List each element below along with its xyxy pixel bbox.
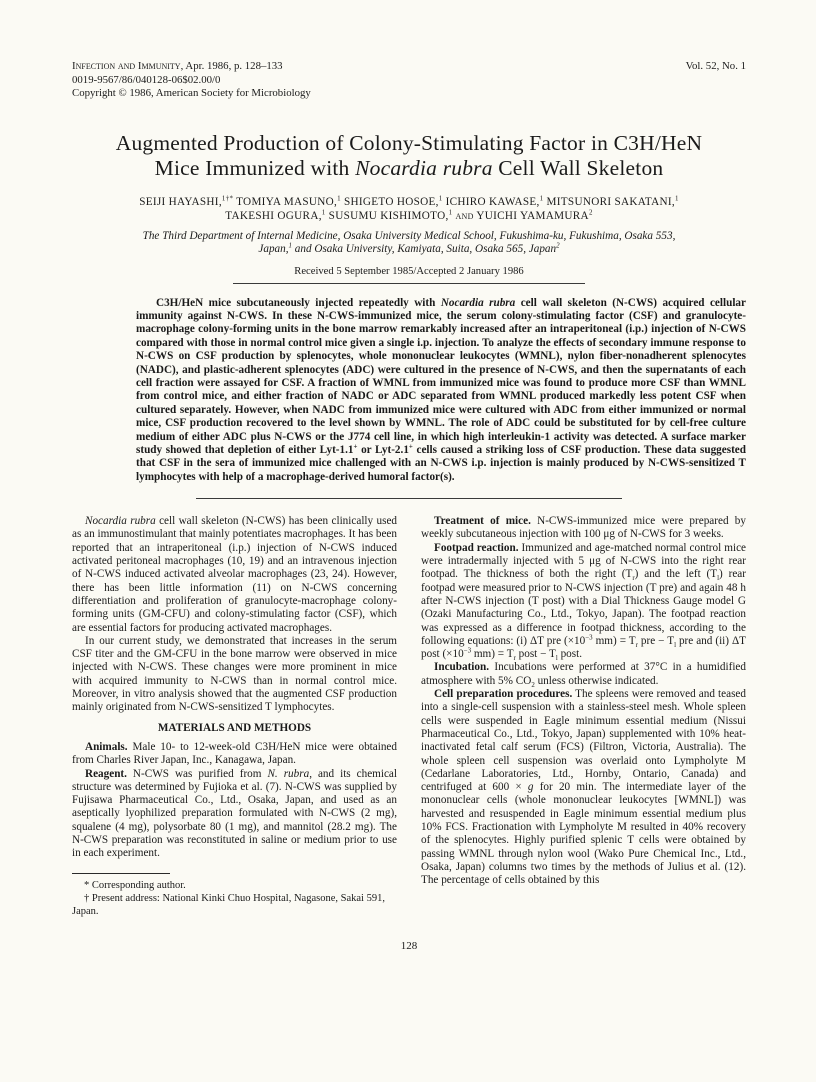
text-segment: 2 <box>556 241 560 250</box>
text-segment: N-CWS was purified from <box>126 767 268 780</box>
text-segment: Reagent. <box>85 767 127 780</box>
body-right-column <box>421 515 746 917</box>
text-segment: The Third Department of Internal Medicine, Osaka University Medical School, Fukushima-ku, Fukushima, Osaka 553, <box>142 229 676 242</box>
text-segment: N. rubra <box>267 767 310 780</box>
text-segment: l <box>674 641 676 650</box>
text-segment: cell wall skeleton (N-CWS) acquired cellular immunity against N-CWS. In these N-CWS-immunized mice, the serum colony-stimulating factor (CSF) and granulocyte-macrophage colony-forming units in the bone marrow remarkably increased after an intraperitoneal (i.p.) injection of N-CWS compared with those in normal control mice given a single i.p. injection. To analyze the effects of secondary immune response to N-CWS on CSF production by splenocytes, whole mononuclear leukocytes (WMNL), nylon fiber-nonadherent splenocytes (NADC), and plastic-adherent splenocytes (ADC) were cultured in the presence of N-CWS, and then the supernatants of each cell fraction were assayed for CSF. A fraction of WMNL from immunized mice was found to produce more CSF than WMNL from control mice, and either fraction of NADC or ADC separated from WMNL produced markedly less potent CSF when cultured separately. However, when NADC from immunized mice were cultured with ADC from either immunized or normal mice, CSF production recovered to the level shown by WMNL. The role of ADC could be substituted for by cell-free culture medium of either ADC plus N-CWS or the J774 cell line, in which high interleukin-1 activity was detected. A surface marker study showed that depletion of either Lyt-1.1 <box>136 296 746 456</box>
text-segment: cell wall skeleton (N-CWS) has been clinically used as an immunostimulant that mainly potentiates macrophages. It has been reported that an intraperitoneal (i.p.) injection of N-CWS induced activated peritoneal macrophages (10, 19) and an intravenous injection of N-CWS induced activated alveolar macrophages (23, 24). However, there has been little information (11) on N-CWS concerning differentiation and proliferation of granulocyte-macrophage colony-forming units (GM-CFU) and colony-stimulating factor (CSF), which are essential factors for producing activated macrophages. <box>72 515 398 634</box>
text-segment: Nocardia rubra <box>440 296 516 309</box>
text-segment: l <box>717 574 720 583</box>
article-title-line-2 <box>72 156 746 181</box>
text-segment: TAKESHI OGURA, <box>225 209 322 222</box>
text-segment: −3 <box>463 646 472 655</box>
text-segment: 1 <box>675 193 679 202</box>
author-line-1 <box>72 195 746 209</box>
abstract <box>136 297 746 485</box>
text-segment: Nocardia rubra <box>355 155 493 180</box>
text-segment: or Lyt-2.1 <box>357 443 409 456</box>
rule-under-abstract <box>196 498 622 499</box>
left-column-text <box>72 515 397 860</box>
text-segment: 1 <box>438 193 443 202</box>
text-segment: Cell Wall Skeleton <box>492 155 664 180</box>
text-segment: * Corresponding author. <box>84 879 186 891</box>
text-segment: 1 <box>448 207 453 216</box>
author-list <box>72 195 746 223</box>
text-segment: r <box>632 574 635 583</box>
masthead-left <box>72 60 311 101</box>
page-number: 128 <box>400 939 418 952</box>
article-title-line-1 <box>72 131 746 156</box>
text-segment: + <box>408 442 413 451</box>
text-segment: 1†* <box>221 193 234 202</box>
body-left-column <box>72 515 397 917</box>
text-segment: , and its chemical structure was determined by Fujioka et al. (7). N-CWS was supplied by Fujisawa Pharmaceutical Co., Ltd., Osaka, Japan, and used as an aseptically lyophilized preparation formulated with N-CWS (2 mg), squalene (4 mg), polysorbate 80 (1 mg), and mannitol (28.2 mg). The N-CWS preparation was reconstituted in saline or medium prior to use in each experiment. <box>72 767 398 860</box>
text-segment: Incubation. <box>434 661 490 674</box>
masthead-volume: Vol. 52, No. 1 <box>685 60 746 72</box>
text-segment: , Apr. 1986, p. 128–133 <box>180 60 283 72</box>
text-segment: Augmented Production of Colony-Stimulating Factor in C3H/HeN <box>115 130 703 155</box>
text-segment: SHIGETO HOSOE, <box>340 195 439 208</box>
text-segment: C3H/HeN mice subcutaneously injected repeatedly with <box>156 296 441 309</box>
masthead-copyright-line: Copyright © 1986, American Society for Microbiology <box>72 87 311 99</box>
footnote-corresponding-author <box>72 879 397 892</box>
text-segment: pre and (ii) ΔT post (×10 <box>421 634 747 661</box>
text-segment: MITSUNORI SAKATANI, <box>543 195 676 208</box>
received-line: Received 5 September 1985/Accepted 2 January 1986 <box>294 265 524 277</box>
text-segment: 1 <box>539 193 544 202</box>
text-segment: Cell preparation procedures. <box>434 688 573 701</box>
author-line-2 <box>72 209 746 223</box>
text-segment: Male 10- to 12-week-old C3H/HeN mice were obtained from Charles River Japan, Inc., Kanagawa, Japan. <box>72 740 397 767</box>
text-segment: 2 <box>531 680 535 689</box>
text-segment: mm) = T <box>471 648 514 661</box>
text-segment: 1 <box>288 241 292 250</box>
text-segment: Immunized and age-matched normal control mice were intradermally injected with 5 μg of N-CWS into the right rear footpad. The thickness of both the right (T <box>421 541 746 581</box>
text-segment: Japan, <box>258 243 289 255</box>
text-segment: SEIJI HAYASHI, <box>139 195 222 208</box>
body-paragraph <box>72 515 397 635</box>
text-segment: 1 <box>321 207 326 216</box>
text-segment: Incubations were performed at 37°C in a humidified atmosphere with 5% CO <box>421 661 746 687</box>
text-segment: post. <box>557 648 583 661</box>
text-segment: mm) = T <box>592 634 636 647</box>
text-segment: YUICHI YAMAMURA <box>473 209 589 222</box>
rule-under-received <box>233 283 585 284</box>
masthead-journal-line <box>72 60 311 74</box>
text-segment: SUSUMU KISHIMOTO, <box>325 209 449 222</box>
text-segment: Footpad reaction. <box>434 541 519 554</box>
text-segment: unless otherwise indicated. <box>534 674 659 687</box>
footnote-rule <box>72 873 170 874</box>
text-segment: TOMIYA MASUNO, <box>233 195 338 208</box>
text-segment: The spleens were removed and teased into a single-cell suspension with a stainless-steel mesh. Whole spleen cells were suspended in Eagle minimum essential medium (Nissui Pharmaceutical Co., Ltd., Tokyo, Japan) supplemented with 10% heat-inactivated fetal calf serum (FCS) (Filtron, Victoria, Australia). The whole spleen cell suspension was overlaid onto Lympholyte M (Cedarlane Laboratories, Ltd., Hornby, Ontario, Canada) and centrifuged at 600 × <box>421 688 746 794</box>
text-segment: 2 <box>588 207 593 216</box>
text-segment: and <box>455 209 474 222</box>
text-segment: l <box>555 654 558 663</box>
text-segment: N-CWS-immunized mice were prepared by weekly subcutaneous injection with 100 μg of N-CWS for 3 weeks. <box>421 515 746 541</box>
affiliation-line-2 <box>72 243 746 257</box>
text-segment: Mice Immunized with <box>154 155 356 180</box>
masthead <box>72 60 746 101</box>
text-segment: Treatment of mice. <box>434 515 531 528</box>
body-paragraph <box>421 542 746 662</box>
body-paragraph <box>421 661 746 688</box>
text-segment: In our current study, we demonstrated that increases in the serum CSF titer and the GM-CFU in the bone marrow were observed in mice injected with N-CWS. These changes were more prominent in mice with acquired immunity to N-CWS than in normal control mice. Moreover, in vitro analysis showed that the augmented CSF production mainly originated from N-CWS-sensitized T lymphocytes. <box>72 634 397 714</box>
body-paragraph <box>421 688 746 887</box>
text-segment: and Osaka University, Kamiyata, Suita, Osaka 565, Japan <box>292 243 557 255</box>
affiliation-line-1 <box>72 230 746 244</box>
article-title <box>72 131 746 181</box>
body-paragraph <box>72 741 397 768</box>
text-segment: Nocardia rubra <box>85 515 156 528</box>
body-columns <box>72 515 746 917</box>
text-segment: post − T <box>515 648 556 661</box>
text-segment: for 20 min. The intermediate layer of the mononuclear cells (whole mononuclear leukocytes [WMNL]) was harvested and resuspended in Eagle minimum essential medium plus 10% FCS. Fractionation with Lympholyte M resulted in 40% recovery of the splenocytes. Highly purified splenic T cells were obtained by passing WMNL through nylon wool (Wako Pure Chemical Inc., Ltd., Osaka, Japan) columns two times by the methods of Julius et al. (12). The percentage of cells obtained by this <box>421 781 746 887</box>
body-paragraph <box>421 515 746 542</box>
footnote-present-address <box>72 892 397 918</box>
text-segment: Infection and Immunity <box>72 60 181 72</box>
text-segment: pre − T <box>637 634 675 647</box>
text-segment: ) rear footpad were measured prior to N-CWS injection (T pre) and again 48 h after N-CWS injection (T post) with a Dial Thickness Gauge model G (Ozaki Manufacturing Co., Ltd., Tokyo, Japan). The footpad reaction was expressed as a difference in footpad thickness, according to the following equations: (i) ΔT pre (×10 <box>421 568 746 647</box>
masthead-issn-line: 0019-9567/86/040128-06$02.00/0 <box>72 73 221 86</box>
text-segment: ) and the left (T <box>634 568 718 581</box>
affiliation <box>72 230 746 257</box>
text-segment: cells caused a striking loss of CSF production. These data suggested that CSF in the sera of immunized mice challenged with an N-CWS i.p. injection is mainly produced by N-CWS-sensitized T lymphocytes with help of a macrophage-derived humoral factor(s). <box>136 443 746 483</box>
footnote-block <box>72 861 397 918</box>
text-segment: r <box>635 641 638 650</box>
text-segment: −3 <box>585 633 593 642</box>
text-segment: Animals. <box>85 740 128 753</box>
text-segment: g <box>527 781 534 794</box>
body-paragraph <box>72 768 397 861</box>
body-paragraph <box>72 635 397 715</box>
text-segment: + <box>353 442 358 451</box>
text-segment: ICHIRO KAWASE, <box>442 195 540 208</box>
right-column-text <box>421 515 746 887</box>
text-segment: † Present address: National Kinki Chuo Hospital, Nagasone, Sakai 591, Japan. <box>72 892 385 917</box>
text-segment: r <box>513 654 516 663</box>
text-segment: 1 <box>337 193 341 202</box>
section-heading: MATERIALS AND METHODS <box>157 721 312 734</box>
